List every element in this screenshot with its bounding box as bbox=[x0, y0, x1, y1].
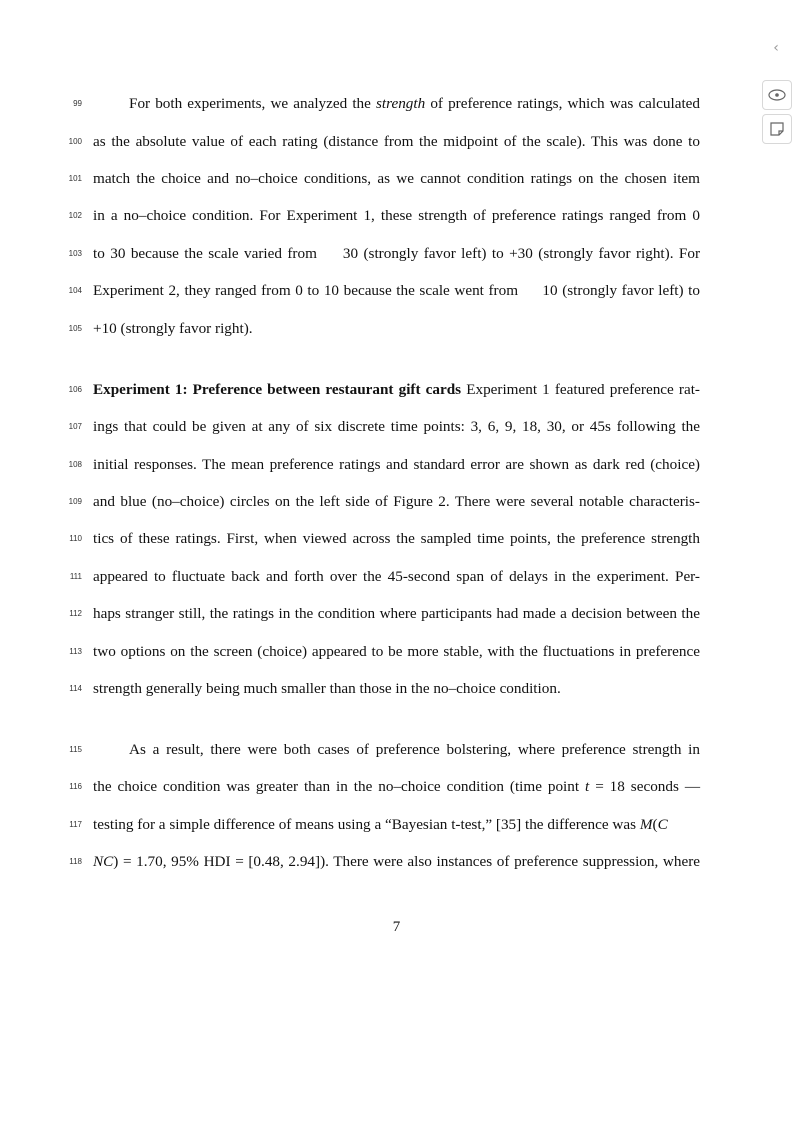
text-line: to 30 because the scale varied from 30 (strongly favor left) to +30 (strongly favor right). For bbox=[93, 245, 700, 262]
line-number: 113 bbox=[69, 647, 82, 656]
line-number: 110 bbox=[69, 534, 82, 543]
text-line: as the absolute value of each rating (distance from the midpoint of the scale). This was done to bbox=[93, 133, 700, 150]
text-line: Experiment 1: Preference between restaurant gift cards Experiment 1 featured preference rat- bbox=[93, 381, 700, 398]
view-toggle-button[interactable] bbox=[762, 80, 792, 110]
text-line: initial responses. The mean preference ratings and standard error are shown as dark red (choice) bbox=[93, 456, 700, 473]
line-number: 105 bbox=[68, 324, 82, 333]
text-line: testing for a simple difference of means using a “Bayesian t-test,” [35] the difference was M(C bbox=[93, 816, 668, 833]
line-number: 109 bbox=[68, 497, 82, 506]
text-line: match the choice and no–choice conditions, as we cannot condition ratings on the chosen item bbox=[93, 170, 700, 187]
line-number: 99 bbox=[73, 99, 82, 108]
line-number: 100 bbox=[68, 137, 82, 146]
line-number: 107 bbox=[68, 422, 82, 431]
eye-icon bbox=[768, 89, 786, 101]
text-line: in a no–choice condition. For Experiment 1, these strength of preference ratings ranged from 0 bbox=[93, 207, 700, 224]
text-line: appeared to fluctuate back and forth over the 45-second span of delays in the experiment. Per- bbox=[93, 568, 700, 585]
text-line: As a result, there were both cases of preference bolstering, where preference strength in bbox=[129, 741, 700, 758]
text-line: haps stranger still, the ratings in the condition where participants had made a decision between the bbox=[93, 605, 700, 622]
text-line: NC) = 1.70, 95% HDI = [0.48, 2.94]). There were also instances of preference suppression, where bbox=[93, 853, 700, 870]
line-number: 112 bbox=[69, 609, 82, 618]
section-heading: Experiment 1: Preference between restaurant gift cards bbox=[93, 381, 462, 398]
line-number: 106 bbox=[68, 385, 82, 394]
text-line: two options on the screen (choice) appeared to be more stable, with the fluctuations in preference bbox=[93, 643, 700, 660]
notes-button[interactable] bbox=[762, 114, 792, 144]
text-line: For both experiments, we analyzed the strength of preference ratings, which was calculated bbox=[129, 95, 700, 112]
line-number: 116 bbox=[69, 782, 82, 791]
line-number: 115 bbox=[69, 745, 82, 754]
text-line: Experiment 2, they ranged from 0 to 10 because the scale went from 10 (strongly favor left) to bbox=[93, 282, 700, 299]
chevron-left-icon: ‹ bbox=[773, 40, 779, 56]
collapse-sidebar-button[interactable] bbox=[768, 40, 784, 60]
line-number: 117 bbox=[69, 820, 82, 829]
page-number: 7 bbox=[392, 919, 401, 935]
text-line: +10 (strongly favor right). bbox=[93, 320, 253, 337]
line-number: 118 bbox=[69, 857, 82, 866]
line-number: 102 bbox=[68, 211, 82, 220]
line-number: 104 bbox=[68, 286, 82, 295]
line-number: 101 bbox=[68, 174, 82, 183]
line-number: 103 bbox=[68, 249, 82, 258]
text-line: tics of these ratings. First, when viewed across the sampled time points, the preference strength bbox=[93, 530, 700, 547]
text-line: ings that could be given at any of six discrete time points: 3, 6, 9, 18, 30, or 45s following the bbox=[93, 418, 700, 435]
line-number: 108 bbox=[68, 460, 82, 469]
text-line: the choice condition was greater than in the no–choice condition (time point t = 18 seconds — bbox=[93, 778, 701, 795]
text-line: strength generally being much smaller than those in the no–choice condition. bbox=[93, 680, 561, 697]
line-number: 114 bbox=[69, 684, 82, 693]
text-line: and blue (no–choice) circles on the left side of Figure 2. There were several notable characteris- bbox=[93, 493, 700, 510]
sticky-note-icon bbox=[769, 121, 785, 137]
line-number: 111 bbox=[69, 572, 82, 581]
